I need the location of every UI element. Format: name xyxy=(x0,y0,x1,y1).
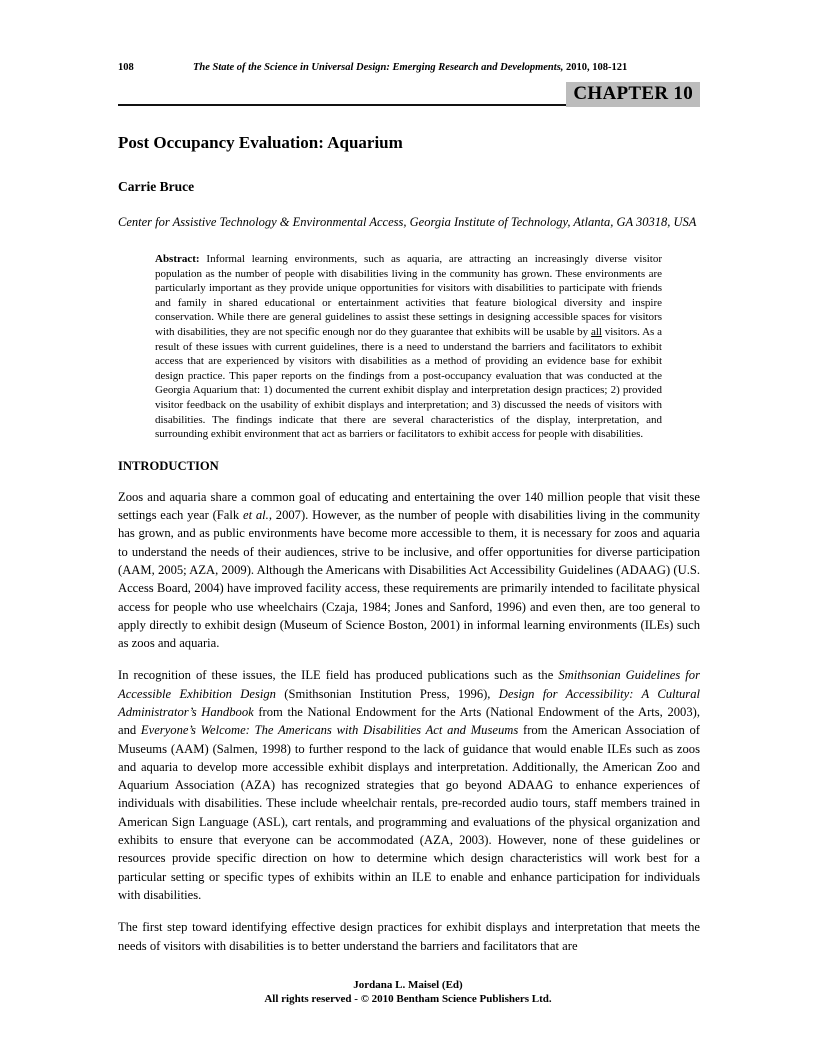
author-affiliation: Center for Assistive Technology & Environmental Access, Georgia Institute of Technology, Atlanta, GA 30318, USA xyxy=(118,215,697,229)
page-footer xyxy=(0,978,816,1006)
chapter-row xyxy=(118,82,700,104)
abstract-paragraph: Abstract: Informal learning environments, such as aquaria, are attracting an increasingly diverse visitor population as the number of people with disabilities living in the community has grown. These environments are particularly important as they provide unique opportunities for visitors with disabilities to participate with friends and family in shared educational or entertainment activities that feature biological diversity and inspire conservation. While there are general guidelines to assist these settings in designing accessible spaces for visitors with disabilities, they are not specific enough nor do they guarantee that exhibits will be usable by all visitors. As a result of these issues with current guidelines, there is a need to understand the barriers and facilitators to exhibit access that are experienced by visitors with disabilities as a method of providing an evidence base for exhibit design practice. This paper reports on the findings from a post-occupancy evaluation that was conducted at the Georgia Aquarium that: 1) documented the current exhibit display and interpretation design practices; 2) provided visitor feedback on the usability of exhibit displays and interpretation; and 3) discussed the needs of visitors with disabilities. The findings indicate that there are several characteristics of the display, interpretation, and surrounding exhibit environment that act as barriers or facilitators to exhibit access for people with disabilities. xyxy=(155,253,662,441)
intro-paragraph-3: The first step toward identifying effective design practices for exhibit displays and interpretation that meets the needs of visitors with disabilities is to better understand the barriers and facilitators that are xyxy=(118,920,700,953)
intro-paragraph-1: Zoos and aquaria share a common goal of educating and entertaining the over 140 million people that visit these settings each year (Falk et al., 2007). However, as the number of people with disabilities living in the community has grown, and as public environments have become more accessible to them, it is necessary for zoos and aquaria to understand the needs of their audiences, strive to be inclusive, and offer opportunities for diverse participation (AAM, 2005; AZA, 2009). Although the Americans with Disabilities Act Accessibility Guidelines (ADAAG) (U.S. Access Board, 2004) have improved facility access, these requirements are primarily intended to facilitate physical access for people who use wheelchairs (Czaja, 1984; Jones and Sanford, 1996) and even then, are too general to apply directly to exhibit design (Museum of Science Boston, 2001) in informal learning environments (ILEs) such as zoos and aquaria. xyxy=(118,489,700,651)
journal-pages: 2010, 108-121 xyxy=(563,62,628,73)
footer-copyright: All rights reserved - © 2010 Bentham Science Publishers Ltd. xyxy=(264,993,552,1005)
running-head xyxy=(118,62,700,73)
section-heading-introduction: INTRODUCTION xyxy=(118,458,219,473)
footer-editor: Jordana L. Maisel (Ed) xyxy=(353,979,463,991)
author-name: Carrie Bruce xyxy=(118,179,195,194)
intro-paragraph-2: In recognition of these issues, the ILE field has produced publications such as the Smithsonian Guidelines for Accessible Exhibition Design (Smithsonian Institution Press, 1996), Design for Accessibility: A Cultural Administrator’s Handbook from the National Endowment for the Arts (National Endowment of the Arts, 2003), and Everyone’s Welcome: The Americans with Disabilities Act and Museums from the American Association of Museums (AAM) (Salmen, 1998) to further respond to the lack of guidance that would enable ILEs such as zoos and aquaria to develop more accessible exhibit displays and interpretation. Additionally, the American Zoo and Aquarium Association (AZA) has recognized strategies that go beyond ADAAG to enhance experiences of individuals with disabilities. These include wheelchair rentals, pre-recorded audio tours, staff members trained in American Sign Language (ASL), cart rentals, and programming and evaluations of the physical organization and exhibits to ensure that everyone can be accommodated (AZA, 2003). However, none of these guidelines or resources provide specific direction on how to determine which design characteristics will work best for a particular setting or specific types of exhibits within an ILE to enable and enhance participation for individuals with disabilities. xyxy=(118,668,701,902)
paper-title: Post Occupancy Evaluation: Aquarium xyxy=(118,133,403,152)
journal-title xyxy=(193,62,627,73)
chapter-badge: CHAPTER 10 xyxy=(566,82,700,107)
journal-title-text: The State of the Science in Universal Design: Emerging Research and Developments, xyxy=(193,62,564,73)
page-number: 108 xyxy=(118,62,134,73)
